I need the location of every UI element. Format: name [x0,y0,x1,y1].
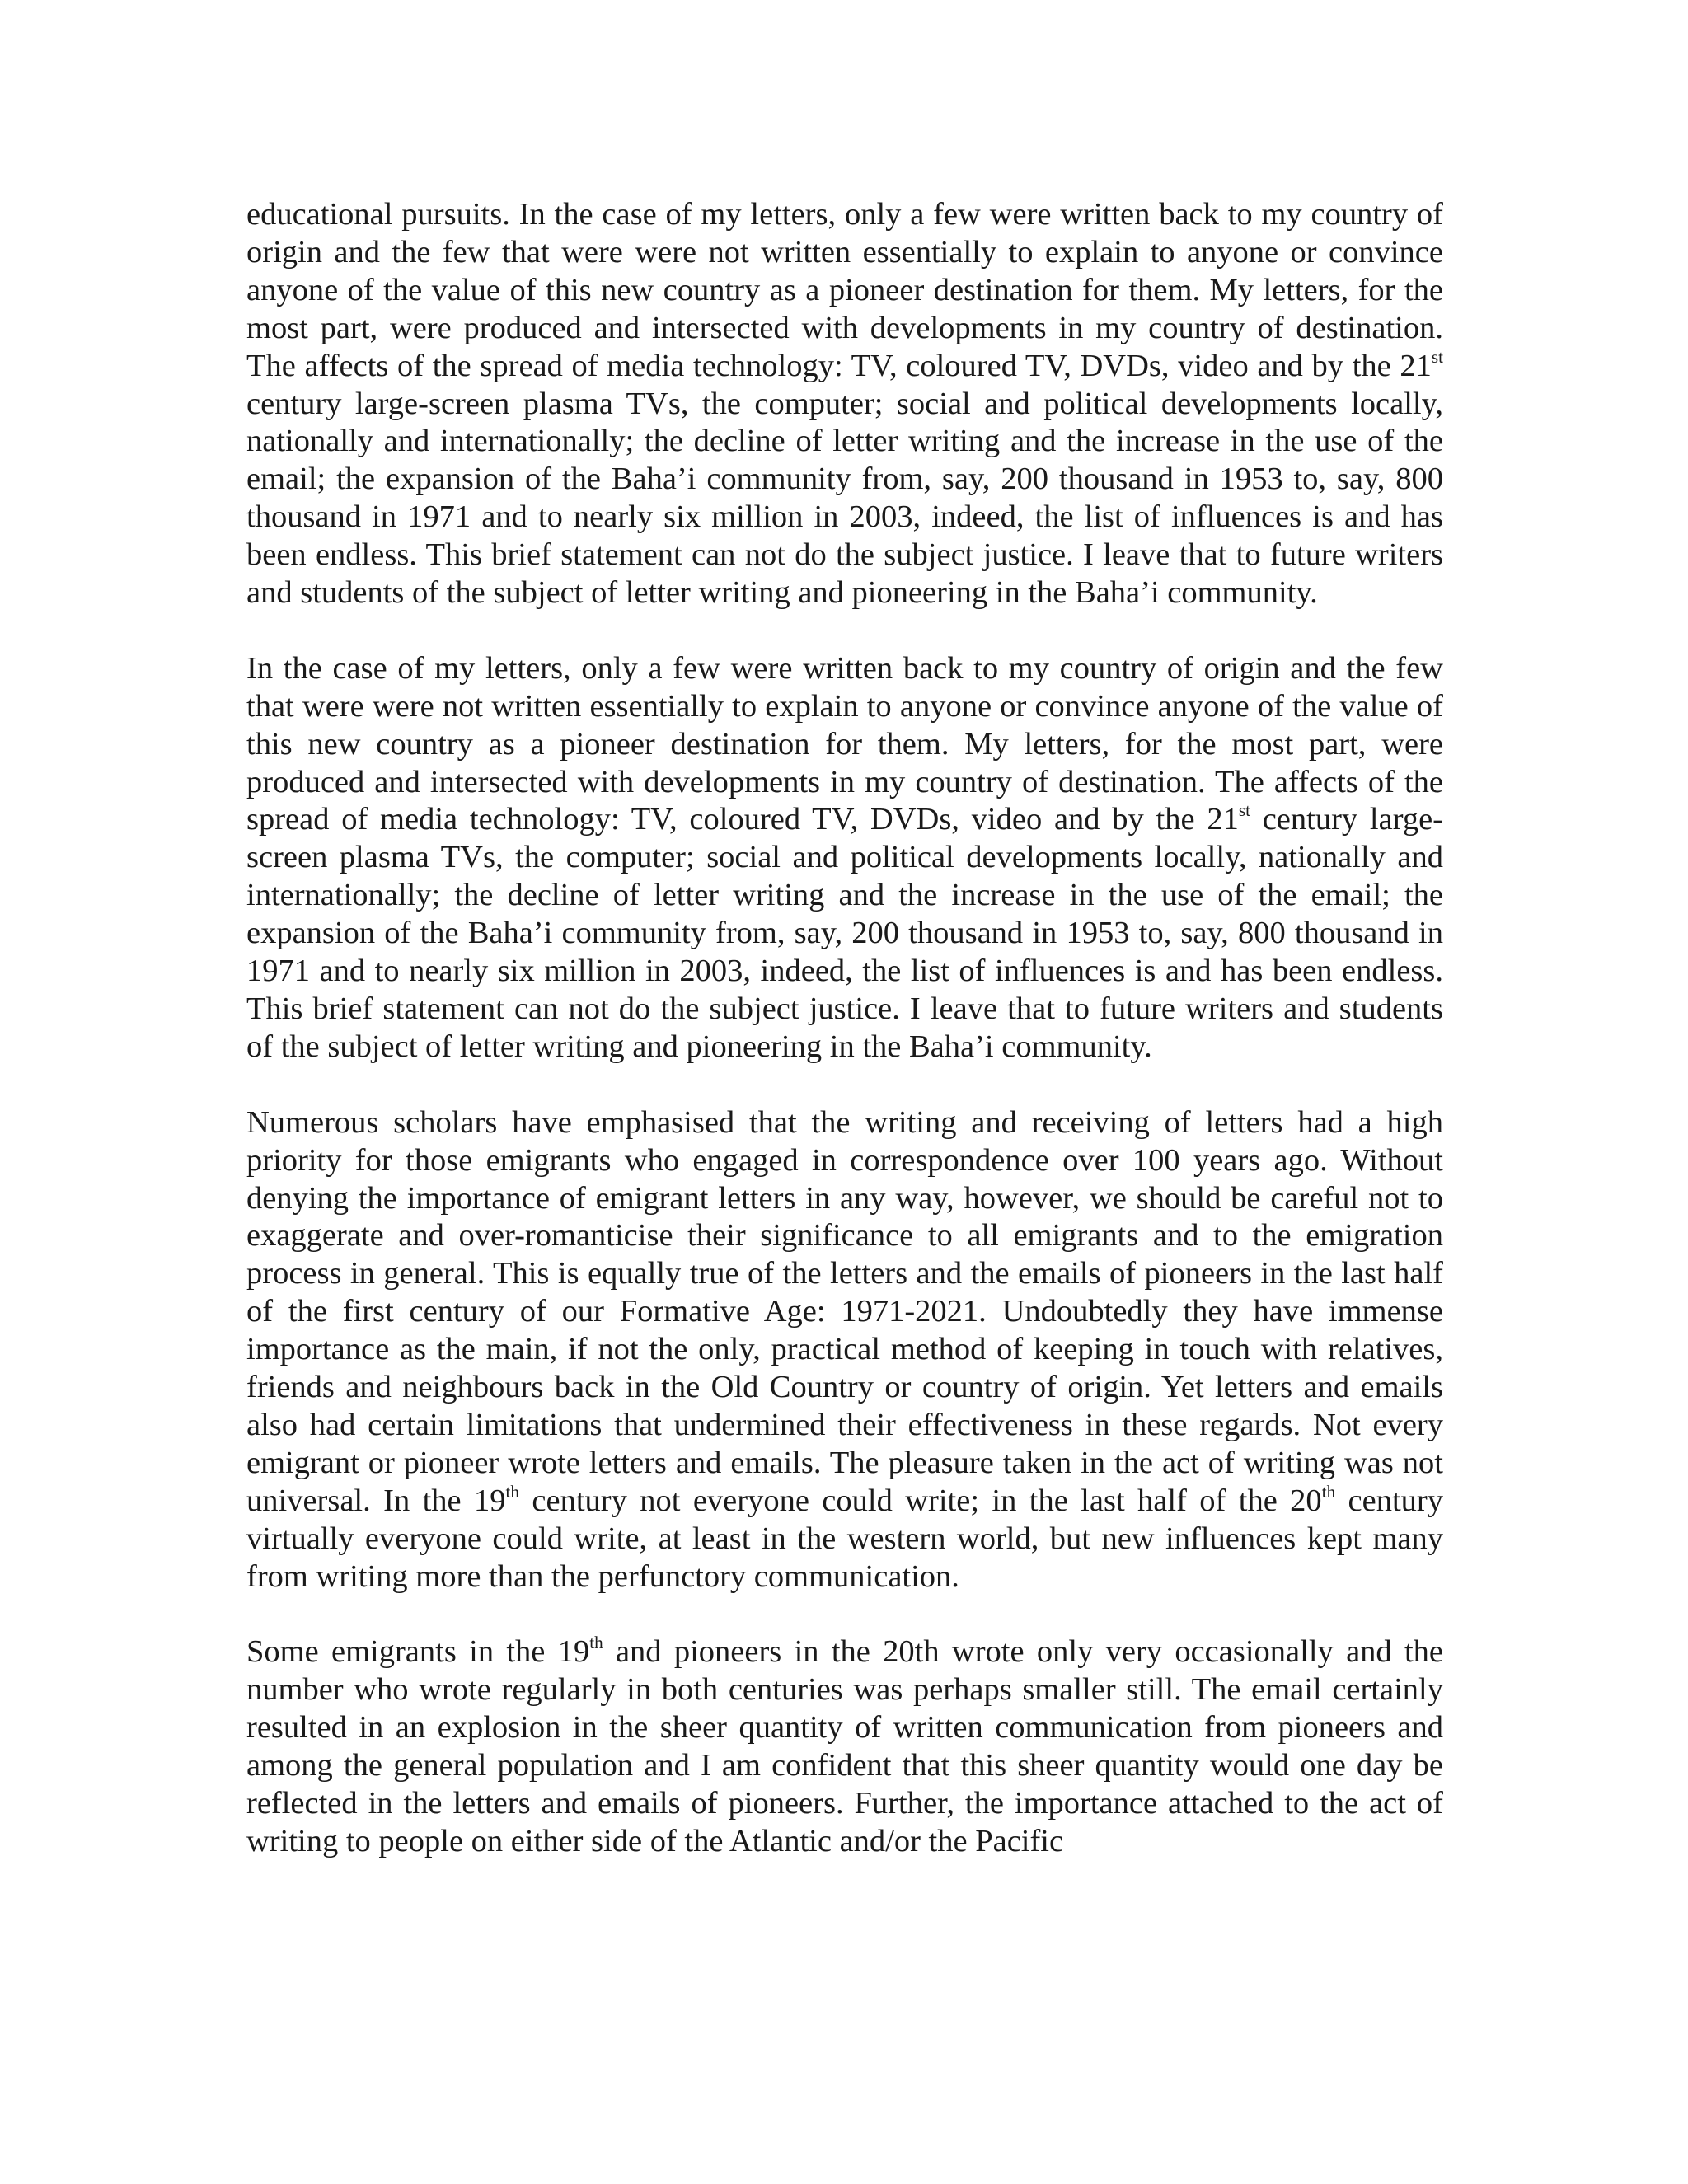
ordinal-suffix: th [1321,1481,1336,1502]
paragraph-text: In the case of my letters, only a few were written back to my country of origin and the few that were were not written essentially to explain to anyone or convince anyone of the value of this new country as a pioneer destination for them. My letters, for the most part, were produced and intersected with developments in my country of destination. The affects of the spread of media technology: TV, coloured TV, DVDs, video and by the 21 [246,650,1443,837]
paragraph-text: educational pursuits. In the case of my letters, only a few were written back to my country of origin and the few that were were not written essentially to explain to anyone or convince anyone of the value of this new country as a pioneer destination for them. My letters, for the most part, were produced and intersected with developments in my country of destination. The affects of the spread of media technology: TV, coloured TV, DVDs, video and by the 21 [246,197,1443,383]
ordinal-suffix: th [589,1633,603,1653]
paragraph-text: and pioneers in the 20th wrote only very occasionally and the number who wrote regularly in both centuries was perhaps smaller still. The email certainly resulted in an explosion in the sheer quantity of written communication from pioneers and among the general population and I am confident that this sheer quantity would one day be reflected in the letters and emails of pioneers. Further, the importance attached to the act of writing to people on either side of the Atlantic and/or the Pacific [246,1634,1443,1858]
paragraph-3 [246,1104,1443,1596]
paragraph-text: century not everyone could write; in the last half of the 20 [519,1483,1322,1518]
ordinal-suffix: th [505,1481,519,1502]
body-text [246,196,1443,1861]
paragraph-2 [246,650,1443,1066]
paragraph-1 [246,196,1443,612]
paragraph-text: century large-screen plasma TVs, the computer; social and political developments locally, nationally and internationally; the decline of letter writing and the increase in the use of the email; the expansion of the Baha’i community from, say, 200 thousand in 1953 to, say, 800 thousand in 1971 and to nearly six million in 2003, indeed, the list of influences is and has been endless. This brief statement can not do the subject justice. I leave that to future writers and students of the subject of letter writing and pioneering in the Baha’i community. [246,802,1443,1064]
ordinal-suffix: st [1431,346,1443,367]
paragraph-text: century virtually everyone could write, at least in the western world, but new influences kept many from writing more than the perfunctory communication. [246,1483,1443,1594]
paragraph-text: Some emigrants in the 19 [246,1634,590,1670]
paragraph-4 [246,1633,1443,1860]
ordinal-suffix: st [1238,800,1250,821]
paragraph-text: century large-screen plasma TVs, the computer; social and political developments locally, nationally and internationally; the decline of letter writing and the increase in the use of the email; the expansion of the Baha’i community from, say, 200 thousand in 1953 to, say, 800 thousand in 1971 and to nearly six million in 2003, indeed, the list of influences is and has been endless. This brief statement can not do the subject justice. I leave that to future writers and students of the subject of letter writing and pioneering in the Baha’i community. [246,386,1443,611]
paragraph-text: Numerous scholars have emphasised that the writing and receiving of letters had a high priority for those emigrants who engaged in correspondence over 100 years ago. Without denying the importance of emigrant letters in any way, however, we should be careful not to exaggerate and over-romanticise their significance to all emigrants and to the emigration process in general. This is equally true of the letters and the emails of pioneers in the last half of the first century of our Formative Age: 1971-2021. Undoubtedly they have immense importance as the main, if not the only, practical method of keeping in touch with relatives, friends and neighbours back in the Old Country or country of origin. Yet letters and emails also had certain limitations that undermined their effectiveness in these regards. Not every emigrant or pioneer wrote letters and emails. The pleasure taken in the act of writing was not universal. In the 19 [246,1104,1443,1518]
